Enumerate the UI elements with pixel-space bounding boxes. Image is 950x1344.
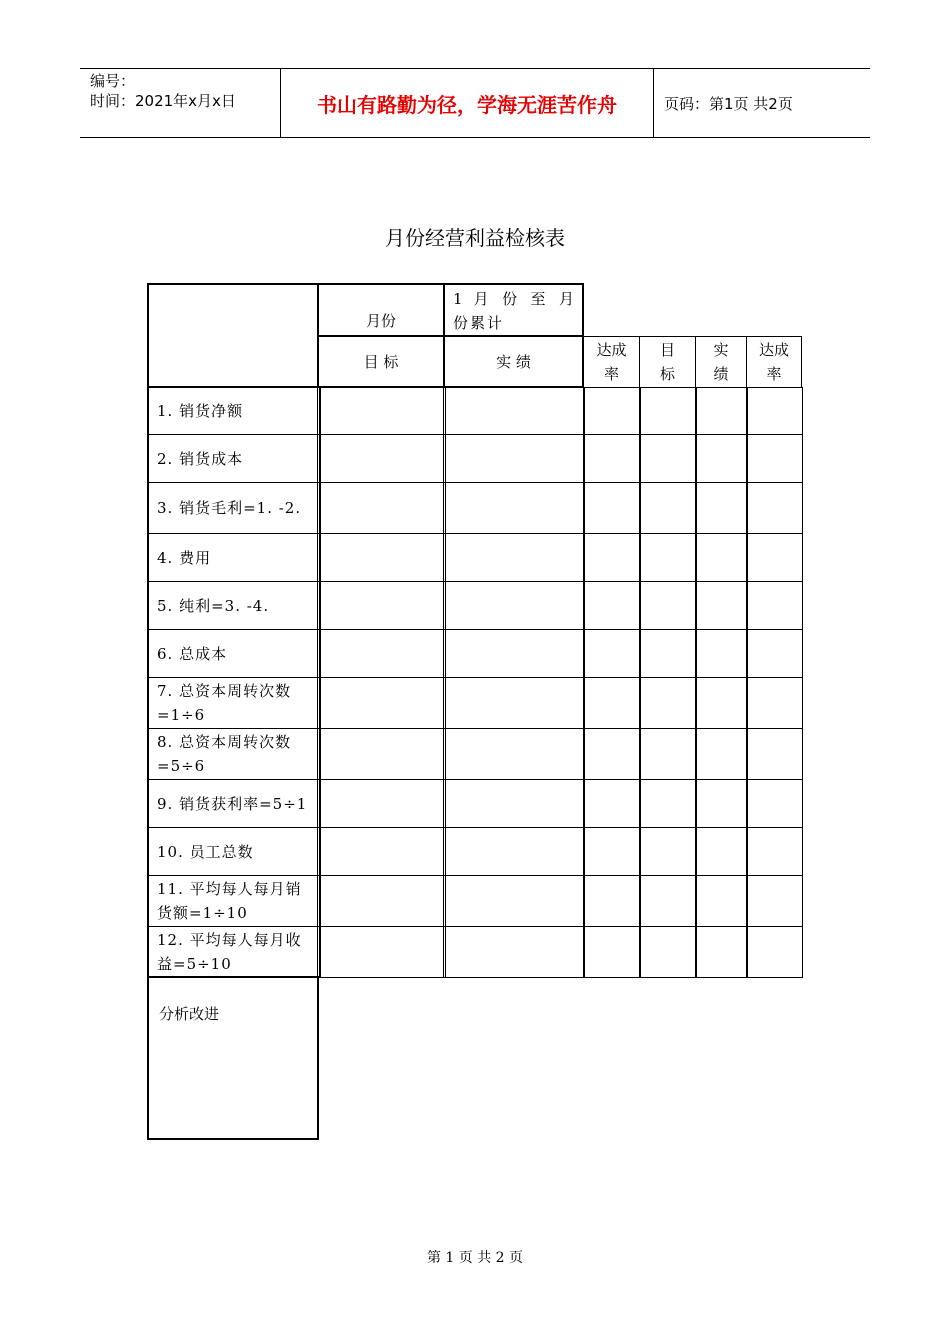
table-cell [746,926,803,978]
table-cell [583,533,641,582]
header-info [80,69,281,137]
table-cell [583,387,641,435]
table-cell [443,875,585,927]
table-cell [583,875,641,927]
table-cell [443,629,585,678]
table-cell [317,779,446,828]
table-cell [746,629,803,678]
table-cell [746,533,803,582]
row-label: 6. 总成本 [147,629,321,678]
table-cell [695,926,748,978]
row-label: 8. 总资本周转次数=5÷6 [147,728,321,780]
page-title: 月份经营利益检核表 [385,226,565,250]
cumulative-actual-header-cell: 实绩 [695,336,747,388]
row-label: 11. 平均每人每月销货额=1÷10 [147,875,321,927]
table-cell [746,677,803,729]
cumulative-header-cell: 1 月 份 至 月份累计 [443,283,584,337]
table-cell [639,728,697,780]
table-cell [746,728,803,780]
cumulative-target-header-cell: 目标 [639,336,696,388]
table-cell [583,677,641,729]
table-cell [317,677,446,729]
table-cell [639,387,697,435]
table-cell [583,629,641,678]
table-cell [443,677,585,729]
table-cell [639,926,697,978]
table-cell [583,827,641,876]
table-cell [639,482,697,534]
table-cell [695,581,748,630]
document-header [80,68,870,138]
table-cell [443,387,585,435]
table-cell [317,875,446,927]
row-label: 2. 销货成本 [147,434,321,483]
table-cell [695,875,748,927]
table-cell [695,482,748,534]
analysis-cell: 分析改进 [147,976,319,1140]
date-label: 时间：2021年x月x日 [90,92,236,110]
table-cell [746,875,803,927]
table-cell [695,779,748,828]
table-cell [639,779,697,828]
table-cell [443,434,585,483]
table-cell [443,581,585,630]
table-cell [695,629,748,678]
table-cell [317,581,446,630]
table-cell [695,533,748,582]
table-cell [639,581,697,630]
table-cell [583,434,641,483]
table-cell [583,581,641,630]
corner-header-cell [147,283,319,388]
page-number-label: 页码：第1页 共2页 [664,94,793,113]
header-motto: 书山有路勤为径，学海无涯苦作舟 [281,69,654,137]
table-cell [695,827,748,876]
table-cell [695,387,748,435]
table-cell [695,677,748,729]
table-cell [639,533,697,582]
table-cell [746,387,803,435]
row-label: 1. 销货净额 [147,387,321,435]
table-cell [639,875,697,927]
table-cell [583,482,641,534]
table-cell [443,827,585,876]
row-label: 5. 纯利=3. -4. [147,581,321,630]
table-cell [695,434,748,483]
table-cell [317,482,446,534]
table-cell [746,434,803,483]
row-label: 12. 平均每人每月收益=5÷10 [147,926,321,978]
table-cell [746,482,803,534]
rate-header-cell: 达成率 [583,336,640,388]
table-cell [746,581,803,630]
row-label: 10. 员工总数 [147,827,321,876]
table-cell [317,387,446,435]
table-cell [317,434,446,483]
table-cell [443,482,585,534]
table-cell [639,827,697,876]
page-footer: 第 1 页 共 2 页 [426,1250,524,1266]
row-label: 3. 销货毛利=1. -2. [147,482,321,534]
target-header-cell: 目 标 [317,335,445,388]
table-cell [746,779,803,828]
cumulative-rate-header-cell: 达成率 [746,336,802,388]
table-cell [443,779,585,828]
month-header-cell: 月份 [317,283,445,337]
table-cell [443,533,585,582]
actual-header-cell: 实 绩 [443,335,584,388]
table-cell [317,926,446,978]
table-cell [583,926,641,978]
row-label: 7. 总资本周转次数=1÷6 [147,677,321,729]
table-cell [639,677,697,729]
table-cell [746,827,803,876]
table-cell [695,728,748,780]
row-label: 9. 销货获利率=5÷1 [147,779,321,828]
table-cell [317,728,446,780]
table-cell [317,629,446,678]
table-cell [317,827,446,876]
table-cell [317,533,446,582]
table-cell [583,779,641,828]
serial-number-label: 编号： [90,72,136,90]
table-cell [639,434,697,483]
table-cell [583,728,641,780]
table-cell [443,926,585,978]
table-cell [443,728,585,780]
table-cell [639,629,697,678]
row-label: 4. 费用 [147,533,321,582]
